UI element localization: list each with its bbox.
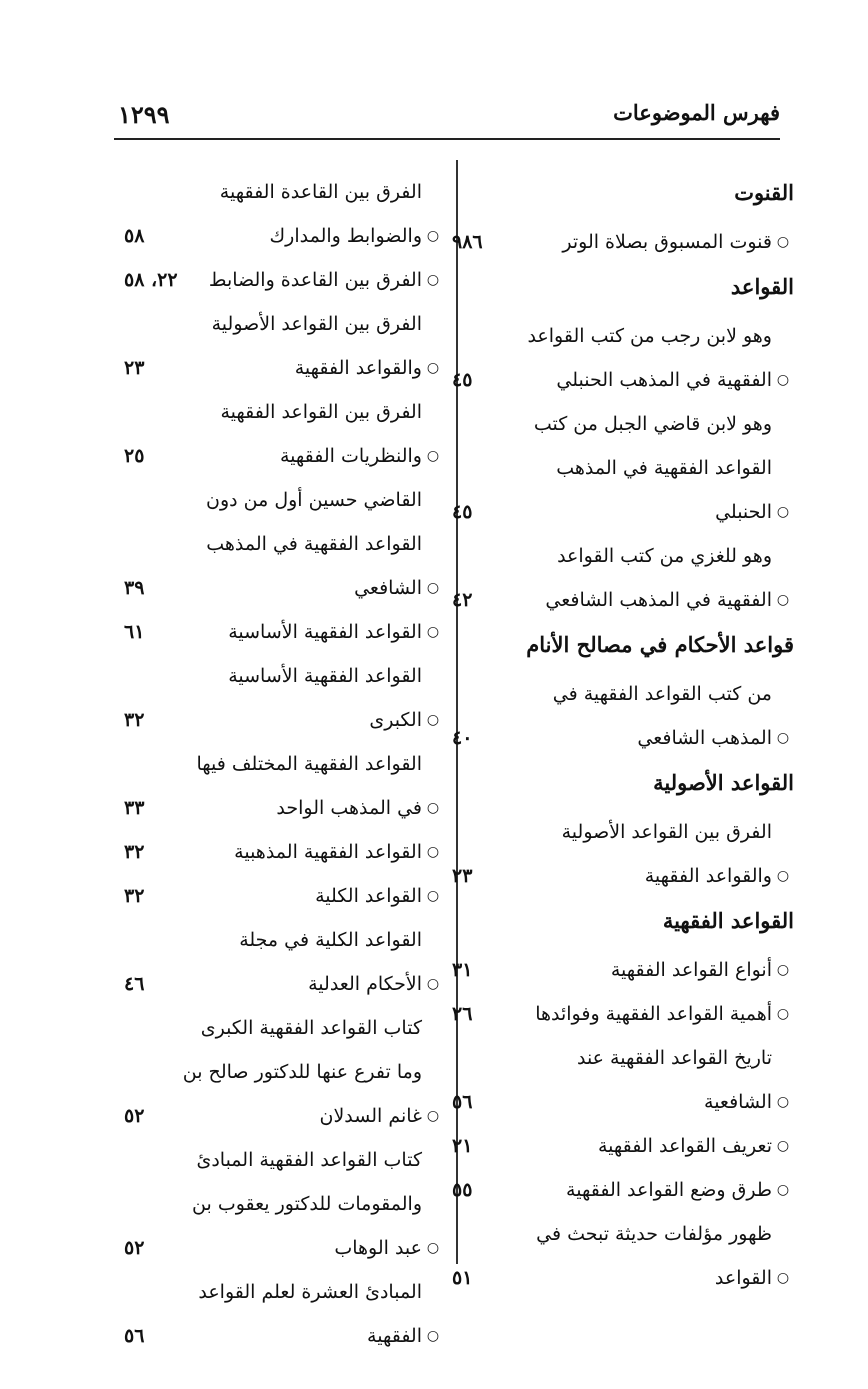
circle-bullet-icon: ○ — [776, 962, 790, 978]
circle-bullet-icon: ○ — [426, 976, 440, 992]
entry-text: وهو لابن رجب من كتب القواعد الفقهية في المذهب الحنبلي — [527, 325, 772, 391]
entry-text: ظهور مؤلفات حديثة تبحث في القواعد — [536, 1223, 772, 1289]
entry-text: قنوت المسبوق بصلاة الوتر — [562, 231, 772, 253]
entry-text: القواعد الفقهية المختلف فيها في المذهب الواحد — [196, 753, 422, 819]
index-entry — [124, 830, 444, 874]
index-entry — [452, 402, 794, 534]
entry-page-number: ٢٣ — [124, 357, 145, 379]
entry-page-number: ٥٦ — [452, 1091, 473, 1113]
index-entry — [124, 390, 444, 478]
entry-page-number: ٣٩ — [124, 577, 145, 599]
entry-text: الفرق بين القاعدة والضابط — [208, 269, 422, 291]
index-entry — [124, 1270, 444, 1358]
entry-page-number: ٥١ — [452, 1267, 473, 1289]
entry-text: تاريخ القواعد الفقهية عند الشافعية — [576, 1047, 772, 1113]
circle-bullet-icon: ○ — [426, 1108, 440, 1124]
entry-page-number: ٢١ — [452, 1135, 473, 1157]
circle-bullet-icon: ○ — [426, 844, 440, 860]
running-head — [118, 100, 780, 132]
index-entry — [452, 220, 794, 264]
entry-text: أهمية القواعد الفقهية وفوائدها — [535, 1003, 772, 1025]
circle-bullet-icon: ○ — [776, 730, 790, 746]
entry-page-number: ٥٢ — [124, 1237, 145, 1259]
index-entry — [452, 1124, 794, 1168]
index-entry — [124, 1138, 444, 1270]
index-entry — [124, 1006, 444, 1138]
entry-page-number: ٢٢، ٥٨ — [124, 269, 178, 291]
entry-page-number: ٢٣ — [452, 865, 473, 887]
section-heading: القنوت — [734, 180, 794, 205]
entry-text: المبادئ العشرة لعلم القواعد الفقهية — [198, 1281, 422, 1347]
entry-text: تعريف القواعد الفقهية — [597, 1135, 772, 1157]
circle-bullet-icon: ○ — [776, 234, 790, 250]
entry-page-number: ٤٦ — [124, 973, 145, 995]
entry-page-number: ٤٢ — [452, 589, 473, 611]
index-entry — [452, 1168, 794, 1212]
index-entry — [124, 874, 444, 918]
entry-text: كتاب القواعد الفقهية المبادئ والمقومات للدكتور يعقوب بن عبد الوهاب — [192, 1149, 422, 1259]
circle-bullet-icon: ○ — [426, 580, 440, 596]
entry-text: الفرق بين القاعدة الفقهية والضوابط والمدارك — [219, 181, 422, 247]
right-column — [452, 170, 794, 1300]
entry-text: القاضي حسين أول من دون القواعد الفقهية في المذهب الشافعي — [206, 489, 422, 599]
entry-text: القواعد الكلية — [315, 885, 422, 907]
entry-page-number: ٢٥ — [124, 445, 145, 467]
entry-text: الفرق بين القواعد الفقهية والنظريات الفقهية — [220, 401, 422, 467]
entry-text: كتاب القواعد الفقهية الكبرى وما تفرع عنها للدكتور صالح بن غانم السدلان — [182, 1017, 422, 1127]
entry-text: من كتب القواعد الفقهية في المذهب الشافعي — [552, 683, 772, 749]
circle-bullet-icon: ○ — [426, 712, 440, 728]
circle-bullet-icon: ○ — [426, 1328, 440, 1344]
entry-page-number: ٥٢ — [124, 1105, 145, 1127]
section-heading: القواعد الفقهية — [662, 908, 794, 933]
left-column — [124, 170, 444, 1358]
index-entry — [124, 302, 444, 390]
index-entry — [452, 948, 794, 992]
entry-page-number: ٣٢ — [124, 885, 145, 907]
entry-text: الفرق بين القواعد الأصولية والقواعد الفقهية — [211, 313, 422, 379]
index-entry — [452, 672, 794, 760]
circle-bullet-icon: ○ — [426, 888, 440, 904]
circle-bullet-icon: ○ — [426, 228, 440, 244]
circle-bullet-icon: ○ — [776, 868, 790, 884]
index-entry — [452, 1036, 794, 1124]
circle-bullet-icon: ○ — [776, 372, 790, 388]
entry-text: القواعد الفقهية الأساسية — [228, 621, 422, 643]
page-number: ١٢٩٩ — [118, 100, 170, 129]
circle-bullet-icon: ○ — [776, 1270, 790, 1286]
circle-bullet-icon: ○ — [426, 800, 440, 816]
circle-bullet-icon: ○ — [776, 1006, 790, 1022]
entry-text: الفرق بين القواعد الأصولية والقواعد الفقهية — [561, 821, 772, 887]
entry-page-number: ٤٠ — [452, 727, 473, 749]
entry-text: وهو للغزي من كتب القواعد الفقهية في المذهب الشافعي — [545, 545, 772, 611]
index-entry — [452, 1212, 794, 1300]
index-entry — [124, 258, 444, 302]
circle-bullet-icon: ○ — [776, 504, 790, 520]
index-entry — [124, 170, 444, 258]
entry-page-number: ٣٢ — [124, 709, 145, 731]
circle-bullet-icon: ○ — [426, 272, 440, 288]
section-heading: قواعد الأحكام في مصالح الأنام — [526, 632, 794, 657]
entry-page-number: ٢٦ — [452, 1003, 473, 1025]
entry-page-number: ٥٦ — [124, 1325, 145, 1347]
section-heading: القواعد — [730, 274, 794, 299]
page-title: فهرس الموضوعات — [613, 100, 780, 125]
entry-page-number: ٣٣ — [124, 797, 145, 819]
entry-page-number: ٤٥ — [452, 369, 473, 391]
section-heading: القواعد الأصولية — [653, 770, 794, 795]
index-entry — [452, 810, 794, 898]
entry-text: أنواع القواعد الفقهية — [610, 959, 772, 981]
entry-text: القواعد الفقهية المذهبية — [234, 841, 422, 863]
entry-page-number: ٩٨٦ — [452, 231, 483, 253]
header-rule — [114, 138, 780, 140]
entry-page-number: ٣١ — [452, 959, 473, 981]
circle-bullet-icon: ○ — [426, 624, 440, 640]
circle-bullet-icon: ○ — [776, 1138, 790, 1154]
circle-bullet-icon: ○ — [776, 592, 790, 608]
entry-page-number: ٥٥ — [452, 1179, 473, 1201]
circle-bullet-icon: ○ — [426, 448, 440, 464]
entry-page-number: ٣٢ — [124, 841, 145, 863]
circle-bullet-icon: ○ — [426, 360, 440, 376]
circle-bullet-icon: ○ — [776, 1094, 790, 1110]
index-entry — [452, 314, 794, 402]
index-entry — [124, 610, 444, 654]
index-entry — [124, 478, 444, 610]
circle-bullet-icon: ○ — [426, 1240, 440, 1256]
entry-text: القواعد الكلية في مجلة الأحكام العدلية — [239, 929, 422, 995]
index-entry — [452, 992, 794, 1036]
entry-text: وهو لابن قاضي الجبل من كتب القواعد الفقهية في المذهب الحنبلي — [533, 413, 772, 523]
index-entry — [124, 654, 444, 742]
entry-page-number: ٤٥ — [452, 501, 473, 523]
index-entry — [124, 918, 444, 1006]
entry-page-number: ٥٨ — [124, 225, 145, 247]
index-entry — [124, 742, 444, 830]
entry-page-number: ٦١ — [124, 621, 145, 643]
index-entry — [452, 534, 794, 622]
entry-text: طرق وضع القواعد الفقهية — [566, 1179, 772, 1201]
entry-text: القواعد الفقهية الأساسية الكبرى — [228, 665, 422, 731]
circle-bullet-icon: ○ — [776, 1182, 790, 1198]
